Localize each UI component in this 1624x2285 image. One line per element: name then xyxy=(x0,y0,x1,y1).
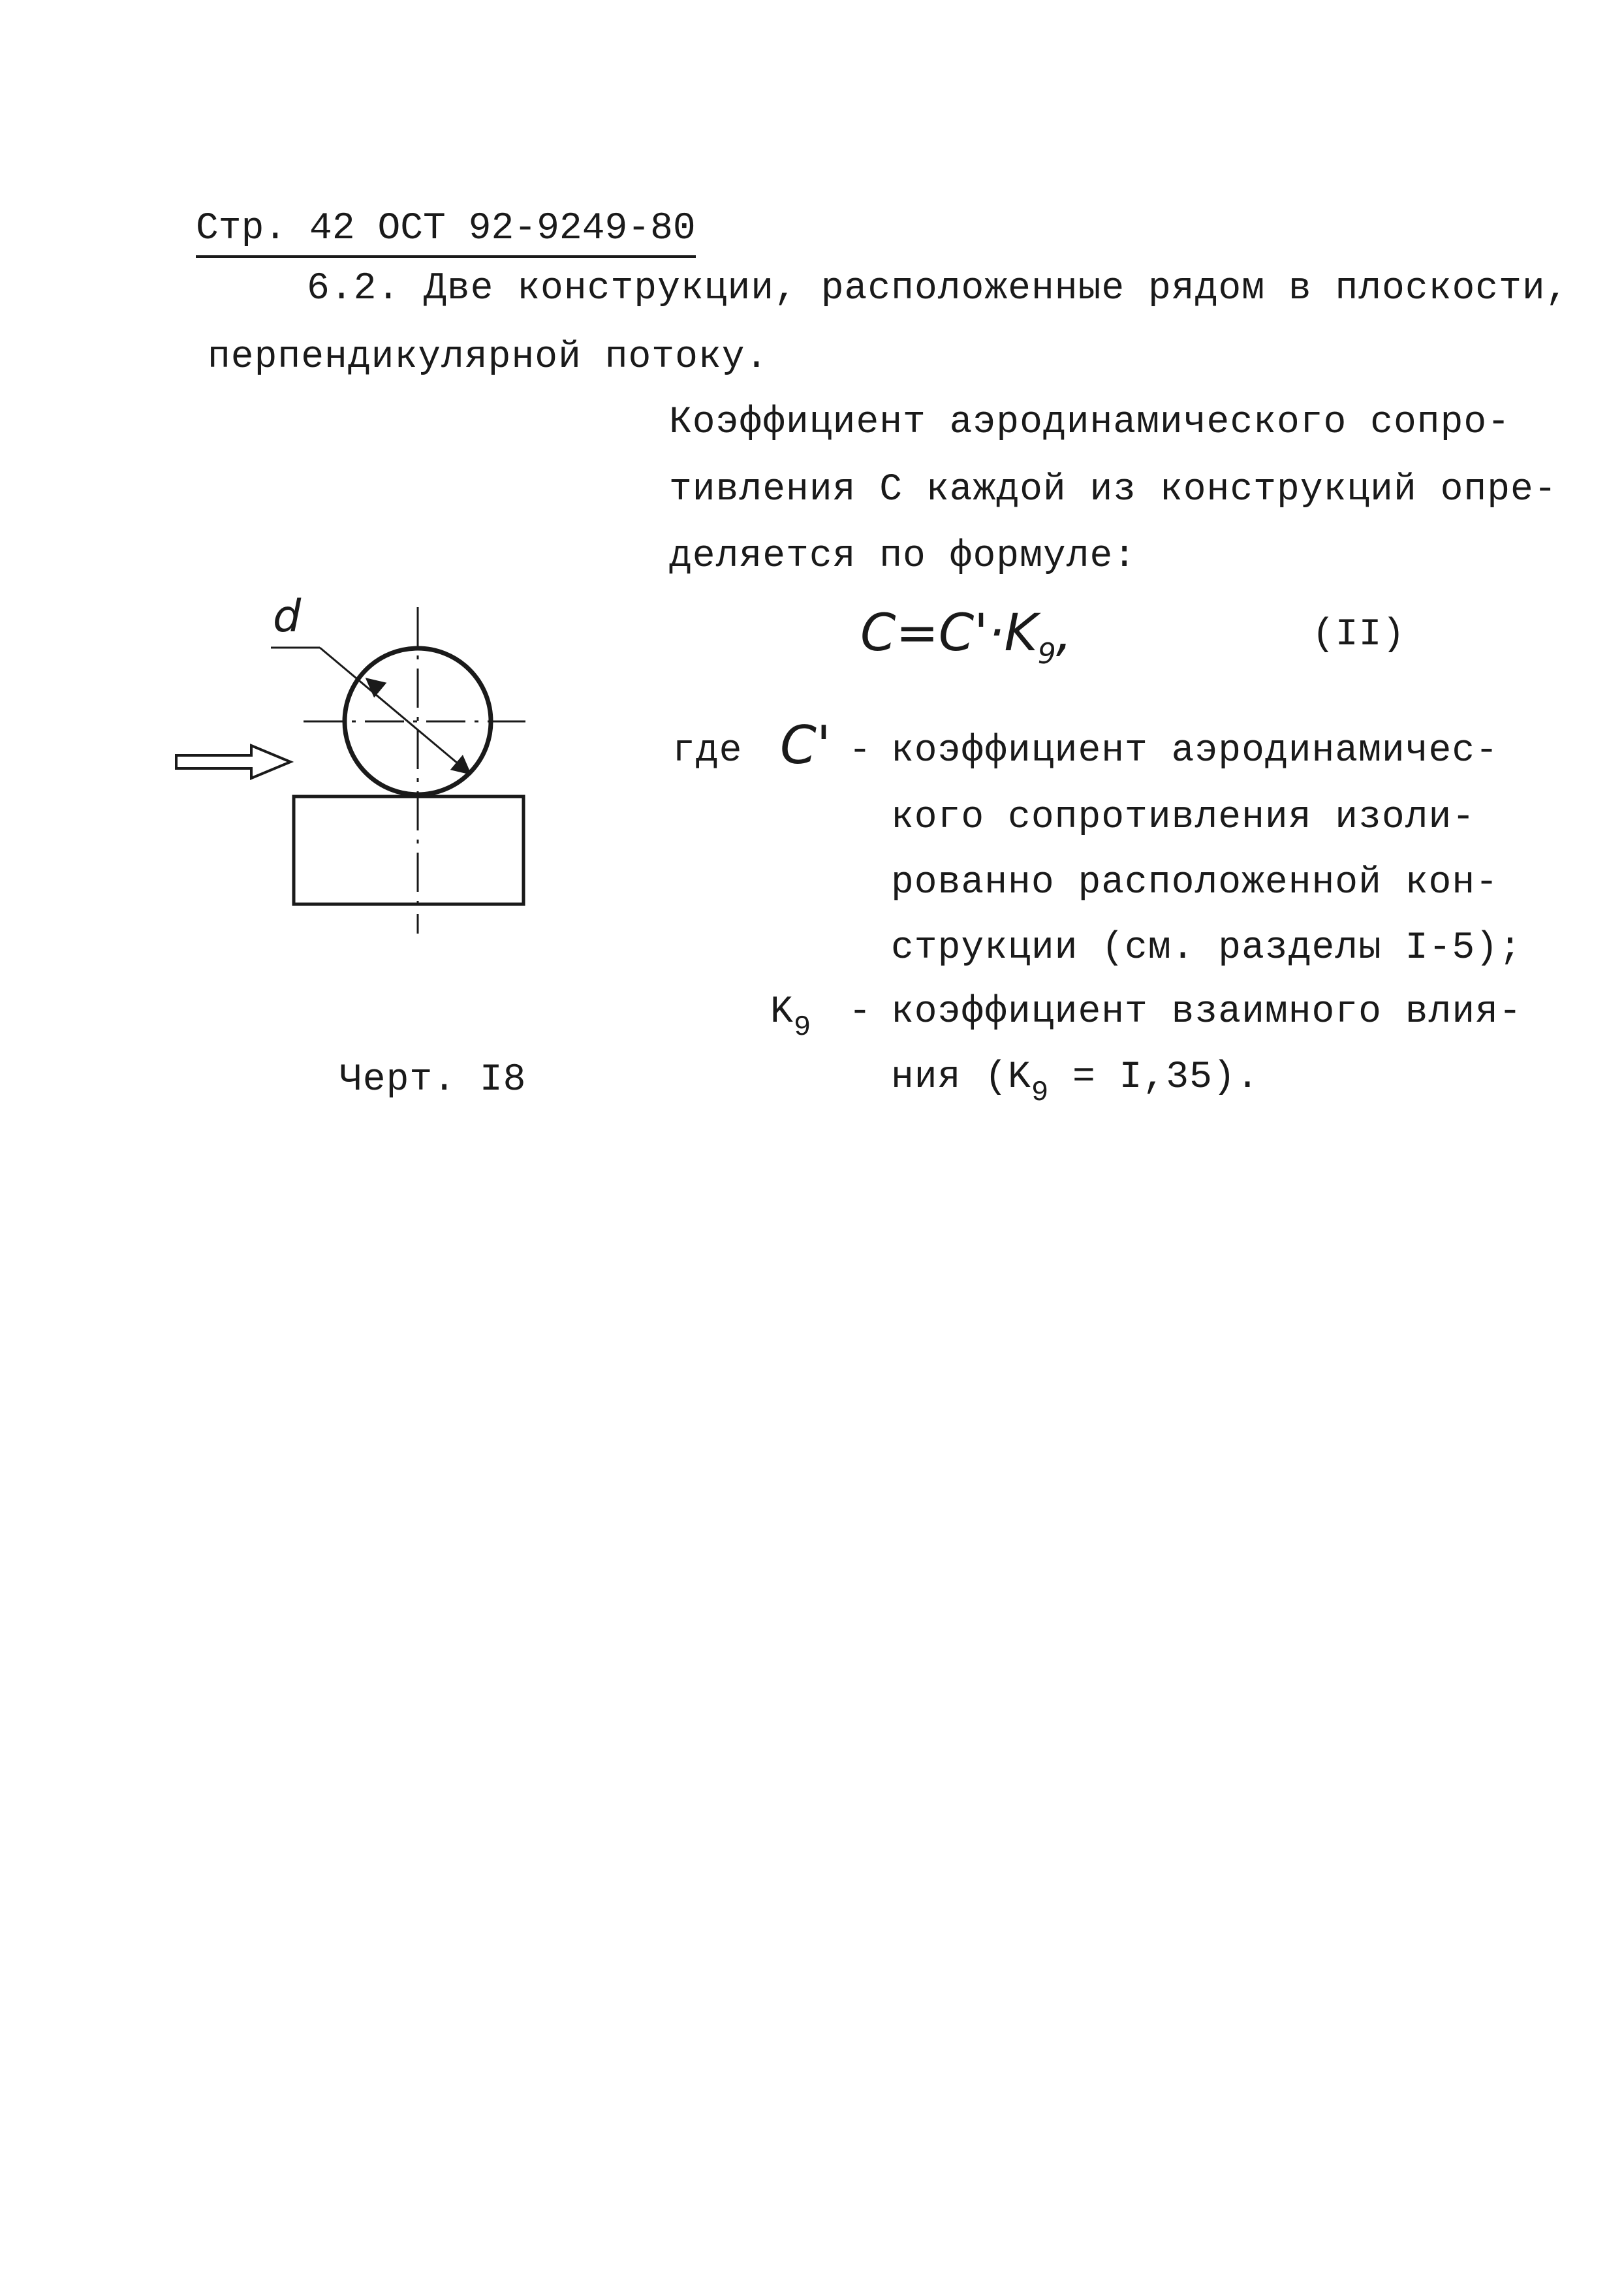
where-c-line-3: рованно расположенной кон- xyxy=(891,862,1499,904)
formula-cprime: C' xyxy=(938,604,988,663)
where-k-dash: - xyxy=(849,991,872,1033)
section-line-2: перпендикулярной потоку. xyxy=(208,336,769,379)
dimension-line xyxy=(320,648,470,774)
formula-k: K xyxy=(1004,604,1038,663)
body-line-3: деляется по формуле: xyxy=(669,535,1137,578)
dimension-label: d xyxy=(273,591,302,642)
rectangle-structure xyxy=(294,796,523,904)
section-line-1: 6.2. Две конструкции, расположенные рядом в плоскости, xyxy=(307,268,1569,310)
where-k-line-2 xyxy=(891,1056,1260,1109)
where-word: где xyxy=(672,730,743,772)
formula-comma: , xyxy=(1055,604,1072,663)
body-line-1: Коэффициент аэродинамического сопро- xyxy=(669,402,1511,444)
where-k-line-1: коэффициент взаимного влия- xyxy=(891,991,1522,1033)
where-k-line-2-post: = I,35). xyxy=(1049,1056,1260,1099)
where-k-line-2-pre: ния (K xyxy=(891,1056,1031,1099)
formula-number: (II) xyxy=(1312,614,1406,656)
flow-arrow-icon xyxy=(176,746,290,778)
where-c-line-1: коэффициент аэродинамичес- xyxy=(891,730,1499,772)
where-k-letter: K xyxy=(770,991,794,1033)
formula-dot: · xyxy=(988,604,1005,663)
formula xyxy=(860,604,1072,670)
body-line-2: тивления С каждой из конструкций опре- xyxy=(669,469,1557,511)
formula-eq: = xyxy=(896,604,939,663)
figure-drawing xyxy=(163,607,568,947)
where-c-line-2: кого сопротивления изоли- xyxy=(891,796,1476,839)
where-c-dash: - xyxy=(849,730,872,772)
where-c-line-4: струкции (см. разделы I-5); xyxy=(891,927,1522,969)
where-k-sub: 9 xyxy=(793,1011,812,1044)
figure-caption: Черт. I8 xyxy=(339,1059,527,1101)
where-k-symbol xyxy=(770,991,812,1044)
page-header: Стр. 42 ОСТ 92-9249-80 xyxy=(196,208,696,258)
formula-c: C xyxy=(860,604,896,663)
formula-k-sub: 9 xyxy=(1037,637,1056,670)
where-k-line-2-sub: 9 xyxy=(1031,1077,1050,1109)
where-c-symbol: C' xyxy=(780,715,831,776)
